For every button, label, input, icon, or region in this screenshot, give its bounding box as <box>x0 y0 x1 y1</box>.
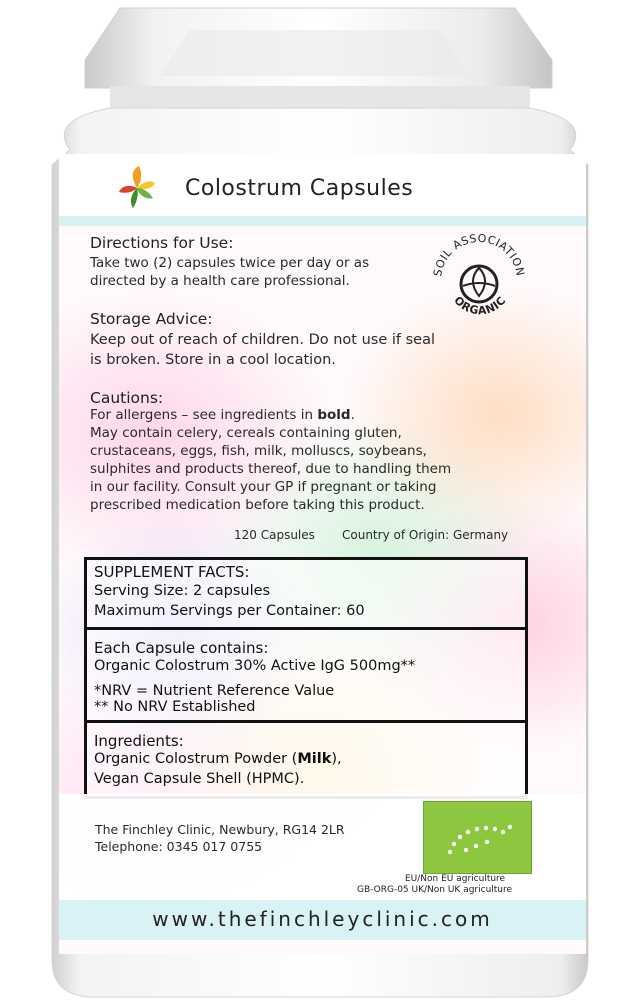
supplement-facts-box <box>84 557 528 799</box>
storage-line-1: Keep out of reach of children. Do not use if seal <box>90 332 435 348</box>
supplement-facts-heading: SUPPLEMENT FACTS: <box>94 563 250 581</box>
svg-text:SOIL ASSOCIATION <box>431 232 527 278</box>
max-servings: Maximum Servings per Container: 60 <box>94 603 365 619</box>
capsule-count: 120 Capsules <box>234 528 315 542</box>
product-title: Colostrum Capsules <box>185 176 414 201</box>
ingredients-line-2: Vegan Capsule Shell (HPMC). <box>94 771 305 787</box>
cautions-line-4: sulphites and products thereof, due to handling them <box>90 461 452 477</box>
eu-organic-line-2: GB-ORG-05 UK/Non UK agriculture <box>357 885 513 895</box>
soil-association-organic-badge <box>427 224 531 328</box>
leaf-logo-icon <box>117 164 157 210</box>
contact-address: The Finchley Clinic, Newbury, RG14 2LR <box>95 822 345 837</box>
website-bar <box>59 900 586 940</box>
title-bar <box>59 154 586 216</box>
cautions-line-3: crustaceans, eggs, fish, milk, molluscs, soybeans, <box>90 443 427 459</box>
facts-divider-2 <box>87 720 525 723</box>
soil-badge-bottom-text: ORGANIC <box>451 293 509 318</box>
storage-heading: Storage Advice: <box>90 310 213 328</box>
eu-organic-line-1: EU/Non EU agriculture <box>405 874 506 884</box>
contact-telephone: Telephone: 0345 017 0755 <box>95 839 263 854</box>
country-of-origin: Country of Origin: Germany <box>342 528 509 542</box>
each-capsule-item: Organic Colostrum 30% Active IgG 500mg** <box>94 658 416 674</box>
facts-divider-1 <box>87 627 525 630</box>
product-label <box>59 154 586 954</box>
ingredients-heading: Ingredients: <box>94 732 184 750</box>
directions-line-1: Take two (2) capsules twice per day or as <box>90 255 370 271</box>
cautions-heading: Cautions: <box>90 389 164 407</box>
storage-line-2: is broken. Store in a cool location. <box>90 352 336 368</box>
no-nrv-note: ** No NRV Established <box>94 699 256 715</box>
svg-text:ORGANIC <box>451 294 508 318</box>
directions-line-2: directed by a health care professional. <box>90 273 350 289</box>
cautions-line-5: in our facility. Consult your GP if pregnant or taking <box>90 479 437 495</box>
soil-badge-top-text: SOIL ASSOCIATION <box>431 231 527 278</box>
cautions-line-2: May contain celery, cereals containing gluten, <box>90 425 402 441</box>
ingredients-line-1: Organic Colostrum Powder (Milk), <box>94 751 342 767</box>
directions-heading: Directions for Use: <box>90 234 234 252</box>
cautions-allergens-line: For allergens – see ingredients in bold. <box>90 407 355 423</box>
each-capsule-heading: Each Capsule contains: <box>94 639 269 657</box>
serving-size: Serving Size: 2 capsules <box>94 583 271 599</box>
website-url: www.thefinchleyclinic.com <box>152 907 493 931</box>
nrv-note: *NRV = Nutrient Reference Value <box>94 683 335 699</box>
cautions-line-6: prescribed medication before taking this product. <box>90 497 425 513</box>
eu-organic-leaf-icon <box>423 801 532 874</box>
